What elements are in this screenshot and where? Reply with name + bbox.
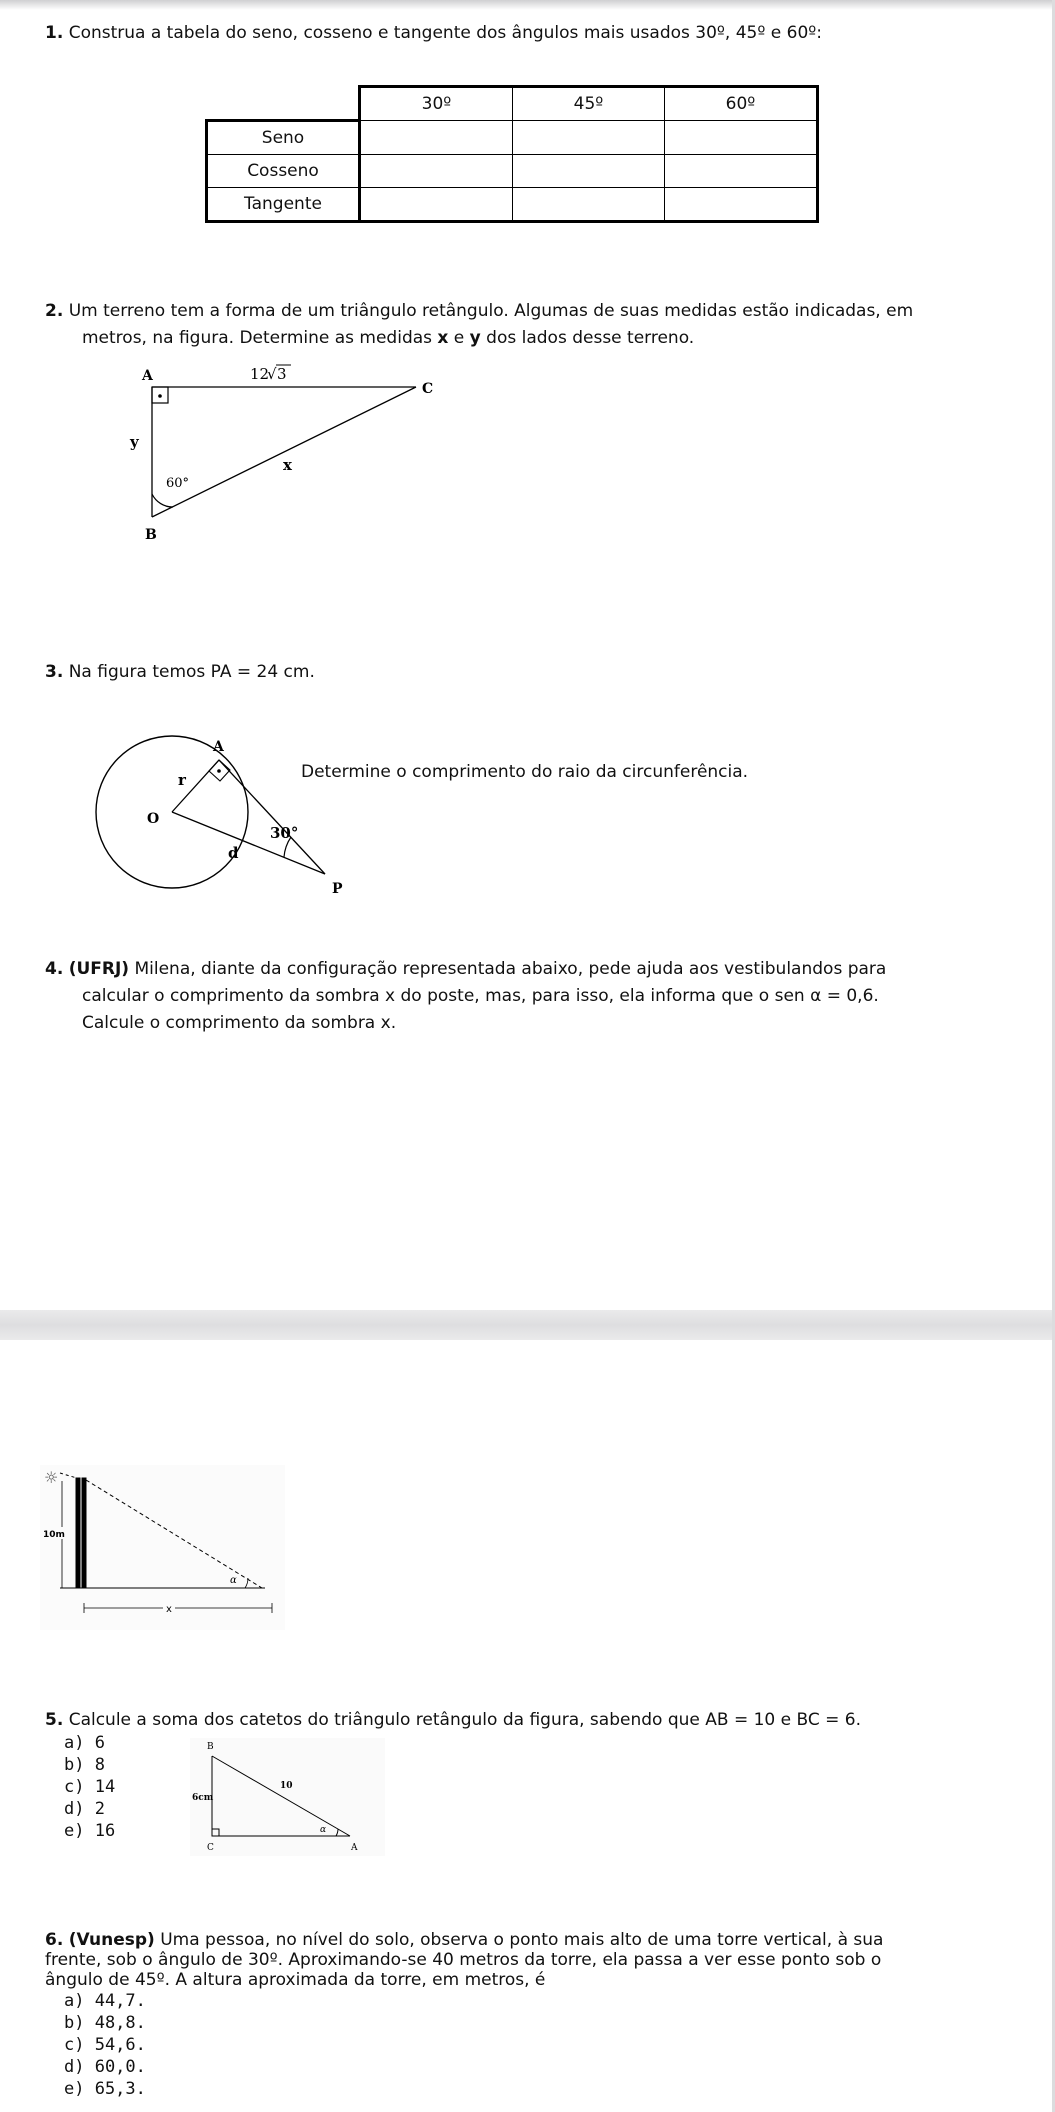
angle-label: α — [320, 1825, 327, 1835]
top-shade — [0, 0, 1055, 10]
figure-background — [190, 1738, 385, 1856]
question-2-var-y: y — [469, 328, 481, 348]
pole-shadow-figure — [40, 1465, 285, 1630]
question-5-text: Calcule a soma dos catetos do triângulo retângulo da figura, sabendo que AB = 10 e BC = 6. — [68, 1710, 862, 1730]
angle-label: 30° — [270, 824, 299, 842]
option-a[interactable]: a) 6 — [64, 1733, 105, 1753]
table-row — [207, 121, 818, 155]
option-d[interactable]: d) 2 — [64, 1799, 105, 1819]
option-e[interactable]: e) 16 — [64, 1821, 116, 1841]
table-row-label-cosseno: Cosseno — [207, 155, 360, 188]
angle-label: 60° — [166, 476, 190, 491]
option-e[interactable]: e) 65,3. — [64, 2079, 146, 2099]
side-label-coefficient: 12 — [250, 365, 270, 383]
trig-table — [205, 85, 819, 223]
triangle-side-bc — [152, 387, 416, 517]
table-cell — [665, 188, 818, 222]
side-label-root: 3 — [277, 365, 287, 383]
question-3-text: Na figura temos PA = 24 cm. — [68, 662, 315, 682]
table-row-label-seno: Seno — [207, 121, 360, 155]
vertex-a-label: A — [142, 368, 153, 384]
question-2-line1: Um terreno tem a forma de um triângulo retângulo. Algumas de suas medidas estão indicadas, em — [68, 301, 914, 321]
question-1 — [45, 20, 822, 47]
table-cell — [513, 155, 665, 188]
question-2-line2-pre: metros, na figura. Determine as medidas — [82, 328, 438, 348]
pole-right — [82, 1478, 86, 1588]
question-4-line3: Calcule o comprimento da sombra x. — [82, 1013, 397, 1033]
question-5-number: 5. — [45, 1710, 64, 1730]
question-6-line1: Uma pessoa, no nível do solo, observa o ponto mais alto de uma torre vertical, à sua — [160, 1930, 884, 1950]
shadow-label: x — [166, 1604, 172, 1615]
question-3-number: 3. — [45, 662, 64, 682]
point-p-label: P — [332, 881, 343, 897]
question-5-options — [64, 1732, 115, 1842]
table-header-30: 30º — [360, 87, 513, 121]
side-y-label: y — [130, 433, 139, 451]
right-angle-dot — [158, 394, 162, 398]
question-6 — [45, 1930, 982, 1990]
hypotenuse-label: 10 — [280, 1781, 293, 1791]
table-row-label-tangente: Tangente — [207, 188, 360, 222]
distance-label: d — [228, 844, 239, 862]
side-x-label: x — [283, 456, 292, 474]
question-2-var-x: x — [437, 328, 449, 348]
table-cell — [360, 121, 513, 155]
question-6-line2: frente, sob o ângulo de 30º. Aproximando-se 40 metros da torre, ela passa a ver esse ponto sob o — [45, 1950, 882, 1970]
option-b[interactable]: b) 48,8. — [64, 2013, 146, 2033]
question-6-source: (Vunesp) — [68, 1930, 155, 1950]
question-5 — [45, 1707, 861, 1734]
right-triangle-figure — [190, 1738, 385, 1856]
question-6-number: 6. — [45, 1930, 64, 1950]
leg-label: 6cm — [192, 1793, 214, 1803]
triangle-figure — [120, 362, 460, 552]
right-angle-dot — [217, 769, 221, 773]
table-cell — [360, 188, 513, 222]
table-cell — [513, 121, 665, 155]
point-c-label: C — [207, 1843, 214, 1853]
page-two — [0, 1340, 1052, 2112]
angle-arc — [152, 494, 173, 507]
vertex-b-label: B — [145, 527, 157, 543]
table-cell — [665, 121, 818, 155]
question-6-line3: ângulo de 45º. A altura aproximada da torre, em metros, é — [45, 1970, 546, 1990]
question-4-number: 4. — [45, 959, 64, 979]
height-label: 10m — [43, 1530, 65, 1540]
question-2-line2-mid: e — [448, 328, 470, 348]
table-header-45: 45º — [513, 87, 665, 121]
question-2 — [45, 298, 1000, 352]
point-a-label: A — [213, 739, 224, 755]
question-4 — [45, 956, 982, 1037]
question-1-number: 1. — [45, 23, 64, 43]
table-corner — [207, 87, 360, 121]
question-4-line1: Milena, diante da configuração representada abaixo, pede ajuda aos vestibulandos para — [134, 959, 887, 979]
point-b-label: B — [207, 1742, 214, 1752]
option-c[interactable]: c) 14 — [64, 1777, 116, 1797]
table-cell — [665, 155, 818, 188]
angle-label: α — [230, 1575, 237, 1586]
question-3-instruction: Determine o comprimento do raio da circunferência. — [301, 762, 749, 782]
question-4-source: (UFRJ) — [68, 959, 130, 979]
distance-line — [172, 812, 325, 874]
option-c[interactable]: c) 54,6. — [64, 2035, 146, 2055]
point-a-label: A — [351, 1843, 358, 1853]
question-1-text: Construa a tabela do seno, cosseno e tangente dos ângulos mais usados 30º, 45º e 60º: — [68, 23, 823, 43]
pole-left — [76, 1478, 80, 1588]
question-2-line2-post: dos lados desse terreno. — [480, 328, 695, 348]
sqrt-icon: √ — [267, 365, 277, 383]
option-d[interactable]: d) 60,0. — [64, 2057, 146, 2077]
option-b[interactable]: b) 8 — [64, 1755, 105, 1775]
table-row — [207, 188, 818, 222]
point-o-label: O — [147, 811, 160, 827]
table-cell — [513, 188, 665, 222]
option-a[interactable]: a) 44,7. — [64, 1991, 146, 2011]
radius-label: r — [178, 771, 186, 789]
table-header-60: 60º — [665, 87, 818, 121]
sun-icon: ☼ — [44, 1468, 59, 1487]
question-6-options — [64, 1990, 146, 2100]
table-row — [207, 155, 818, 188]
question-4-line2: calcular o comprimento da sombra x do poste, mas, para isso, ela informa que o sen α = 0,6. — [82, 986, 879, 1006]
table-cell — [360, 155, 513, 188]
question-3 — [45, 659, 315, 686]
table-header-row — [207, 87, 818, 121]
vertex-c-label: C — [422, 381, 434, 397]
page-separator — [0, 1310, 1055, 1340]
question-2-number: 2. — [45, 301, 64, 321]
